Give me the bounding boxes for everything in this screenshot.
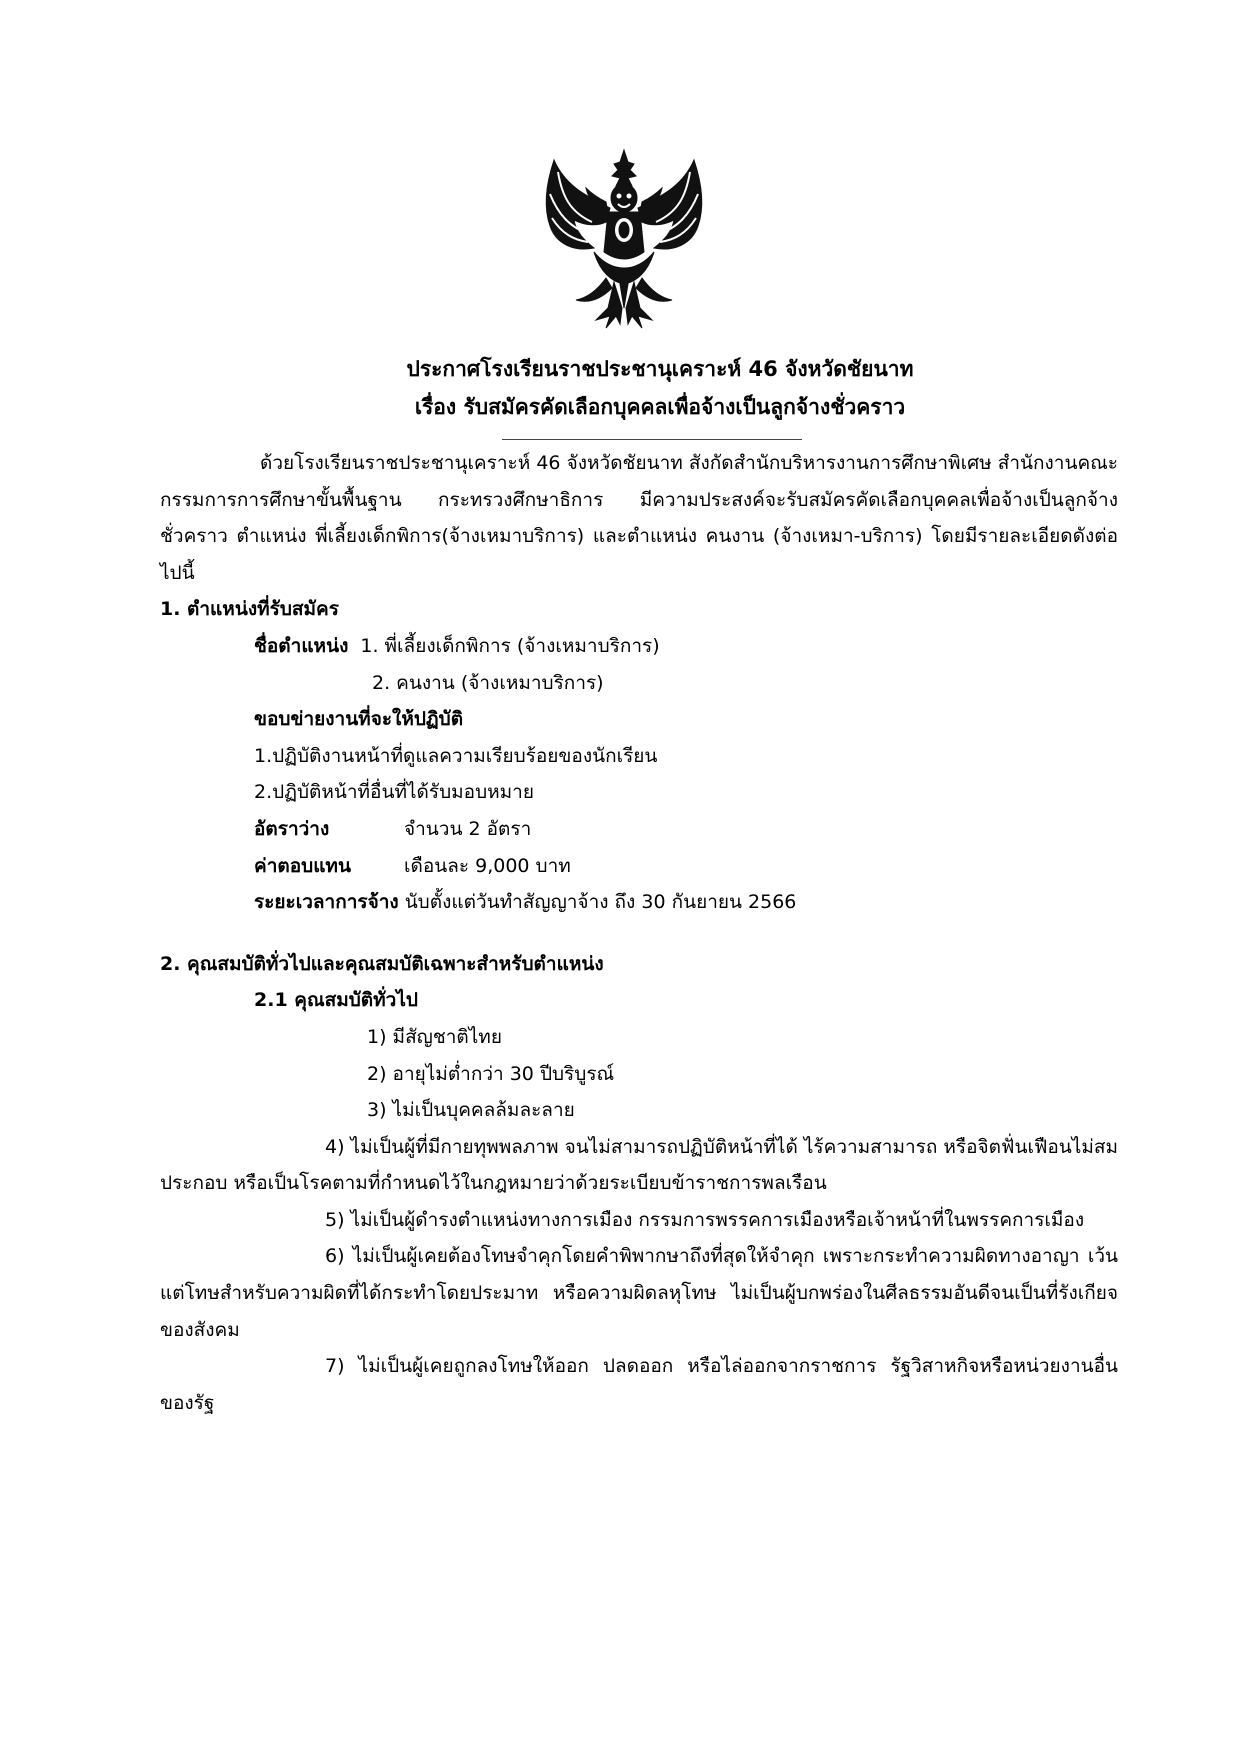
pay-label: ค่าตอบแทน — [254, 854, 351, 877]
vacancy-row — [254, 811, 1118, 848]
document-body — [160, 445, 1118, 1421]
position-label: ชื่อตำแหน่ง — [254, 634, 349, 657]
qualification-item-4: 4) ไม่เป็นผู้ที่มีกายทุพพลภาพ จนไม่สามารถปฏิบัติหน้าที่ได้ ไร้ความสามารถ หรือจิตฟั่นเฟือนไม่สมประกอบ หรือเป็นโรคตามที่กำหนดไว้ในกฎหมายว่าด้วยระเบียบข้าราชการพลเรือน — [160, 1135, 1118, 1195]
title-line-1: ประกาศโรงเรียนราชประชานุเคราะห์ 46 จังหวัดชัยนาท — [406, 357, 914, 381]
section-2-heading: 2. คุณสมบัติทั่วไปและคุณสมบัติเฉพาะสำหรับตำแหน่ง — [160, 952, 604, 975]
qualification-item-3: 3) ไม่เป็นบุคคลล้มละลาย — [367, 1099, 575, 1122]
scope-label: ขอบข่ายงานที่จะให้ปฏิบัติ — [254, 708, 464, 731]
vacancy-value: จำนวน 2 อัตรา — [404, 817, 532, 840]
section-1-heading: 1. ตำแหน่งที่รับสมัคร — [160, 598, 339, 621]
scope-item-2: 2.ปฏิบัติหน้าที่อื่นที่ได้รับมอบหมาย — [254, 781, 534, 804]
pay-value: เดือนละ 9,000 บาท — [404, 854, 571, 877]
announcement-title — [160, 350, 1160, 426]
section-2-1-heading: 2.1 คุณสมบัติทั่วไป — [254, 989, 418, 1012]
position-item-1: 1. พี่เลี้ยงเด็กพิการ (จ้างเหมาบริการ) — [360, 634, 660, 657]
section-1-content — [160, 628, 1118, 921]
garuda-emblem-icon — [536, 148, 712, 334]
qualification-item-5: 5) ไม่เป็นผู้ดำรงตำแหน่งทางการเมือง กรรมการพรรคการเมืองหรือเจ้าหน้าที่ในพรรคการเมือง — [325, 1208, 1085, 1231]
intro-paragraph: ด้วยโรงเรียนราชประชานุเคราะห์ 46 จังหวัดชัยนาท สังกัดสำนักบริหารงานการศึกษาพิเศษ สำนักงานคณะกรรมการการศึกษาขั้นพื้นฐาน กระทรวงศึกษาธิการ มีความประสงค์จะรับสมัครคัดเลือกบุคคลเพื่อจ้างเป็นลูกจ้างชั่วคราว ตำแหน่ง พี่เลี้ยงเด็กพิการ(จ้างเหมาบริการ) และตำแหน่ง คนงาน (จ้างเหมา-บริการ) โดยมีรายละเอียดดังต่อไปนี้ — [160, 452, 1118, 584]
qualification-item-1: 1) มีสัญชาติไทย — [367, 1025, 502, 1048]
qualification-item-2: 2) อายุไม่ต่ำกว่า 30 ปีบริบูรณ์ — [367, 1062, 615, 1085]
qualification-item-7: 7) ไม่เป็นผู้เคยถูกลงโทษให้ออก ปลดออก หรือไล่ออกจากราชการ รัฐวิสาหกิจหรือหน่วยงานอื่นของรัฐ — [160, 1355, 1118, 1414]
position-row-2 — [254, 665, 1118, 702]
period-row — [254, 884, 1118, 921]
title-divider — [502, 439, 802, 440]
section-gap — [160, 921, 1118, 946]
period-label: ระยะเวลาการจ้าง — [254, 891, 399, 914]
qualification-item-6: 6) ไม่เป็นผู้เคยต้องโทษจำคุกโดยคำพิพากษาถึงที่สุดให้จำคุก เพราะกระทำความผิดทางอาญา เว้นแต่โทษสำหรับความผิดที่ได้กระทำโดยประมาท หรือความผิดลหุโทษ ไม่เป็นผู้บกพร่องในศีลธรรมอันดีจนเป็นที่รังเกียจของสังคม — [160, 1245, 1118, 1341]
position-item-2: 2. คนงาน (จ้างเหมาบริการ) — [372, 671, 604, 694]
title-line-2: เรื่อง รับสมัครคัดเลือกบุคคลเพื่อจ้างเป็นลูกจ้างชั่วคราว — [414, 395, 906, 419]
period-value: นับตั้งแต่วันทำสัญญาจ้าง ถึง 30 กันยายน 2566 — [404, 891, 797, 914]
scope-item-1: 1.ปฏิบัติงานหน้าที่ดูแลความเรียบร้อยของนักเรียน — [254, 744, 658, 767]
position-row-1 — [254, 628, 1118, 665]
pay-row — [254, 848, 1118, 885]
vacancy-label: อัตราว่าง — [254, 817, 330, 840]
